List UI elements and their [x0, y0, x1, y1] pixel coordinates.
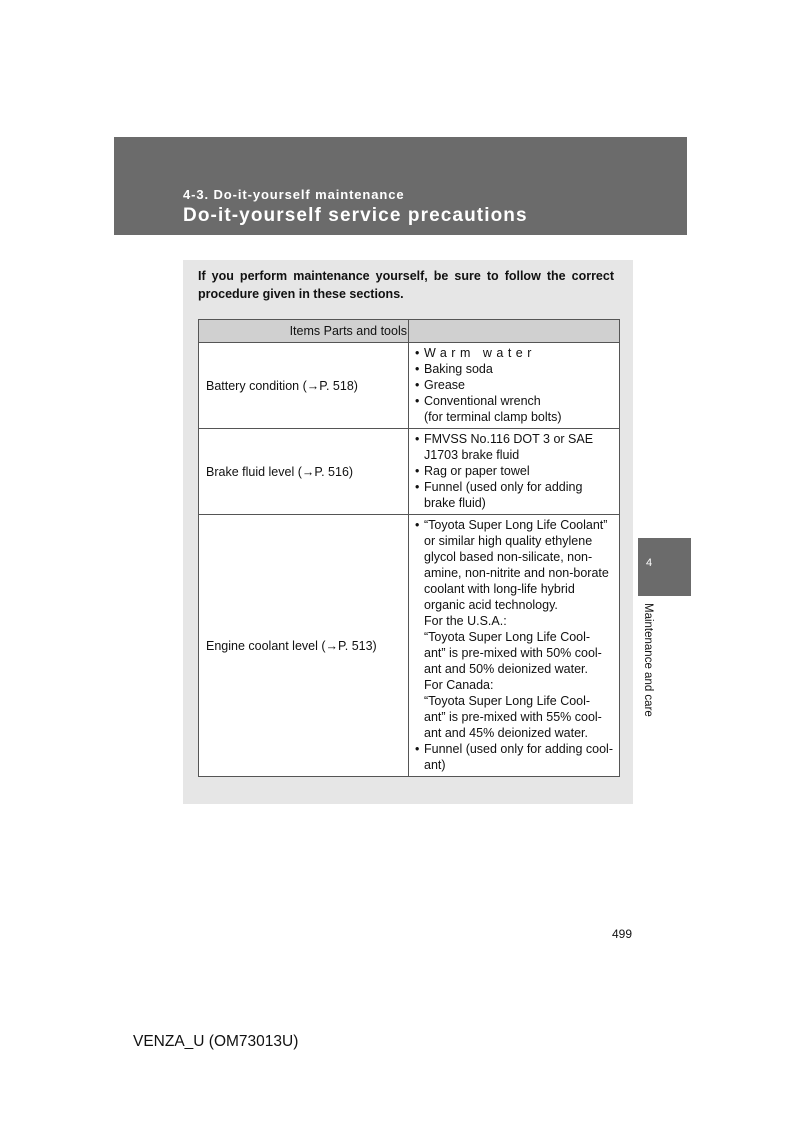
tool-item — [415, 361, 617, 377]
column-header-tools — [409, 320, 620, 343]
tool-list — [415, 431, 617, 511]
tool-item — [415, 741, 617, 773]
tool-item — [415, 377, 617, 393]
tool-line: ant” is pre-mixed with 55% cool- — [424, 710, 602, 724]
tool-item — [415, 431, 617, 463]
tool-item — [415, 393, 617, 425]
tools-cell — [409, 343, 620, 429]
chapter-number: 4 — [646, 557, 653, 569]
tool-line: • Warm water — [424, 346, 536, 360]
tool-item — [415, 345, 617, 361]
tool-line: ant and 45% deionized water. — [424, 726, 589, 740]
tool-line: • “Toyota Super Long Life Coolant” — [424, 518, 608, 532]
tool-line: glycol based non-silicate, non- — [424, 550, 593, 564]
tool-item — [415, 463, 617, 479]
section-label: 4-3. Do-it-yourself maintenance — [183, 187, 405, 202]
tool-line: • FMVSS No.116 DOT 3 or SAE — [424, 432, 594, 446]
document-code: VENZA_U (OM73013U) — [133, 1033, 299, 1050]
page-number: 499 — [612, 927, 633, 941]
tool-line: • Funnel (used only for adding — [424, 480, 583, 494]
tool-line: For Canada: — [424, 678, 494, 692]
tool-line: For the U.S.A.: — [424, 614, 507, 628]
tool-line: • Baking soda — [424, 362, 493, 376]
tool-line: “Toyota Super Long Life Cool- — [424, 694, 591, 708]
tool-line: amine, non-nitrite and non-borate — [424, 566, 609, 580]
tool-line: or similar high quality ethylene — [424, 534, 593, 548]
chapter-caption: Maintenance and care — [642, 603, 654, 717]
table-row — [199, 429, 620, 515]
header-band — [114, 137, 687, 235]
table-row — [199, 343, 620, 429]
tool-line: • Rag or paper towel — [424, 464, 530, 478]
tool-line: ant) — [424, 758, 446, 772]
tool-line: “Toyota Super Long Life Cool- — [424, 630, 591, 644]
tool-item — [415, 517, 617, 741]
tool-line: J1703 brake fluid — [424, 448, 520, 462]
item-cell: Battery condition (→P. 518) — [199, 343, 409, 429]
precautions-panel — [183, 260, 633, 804]
page-title: Do-it-yourself service precautions — [183, 205, 528, 226]
tool-list — [415, 517, 617, 773]
tool-item — [415, 479, 617, 511]
parts-tools-table — [198, 319, 620, 777]
tool-line: ant and 50% deionized water. — [424, 662, 589, 676]
column-header-items: Items Parts and tools — [199, 320, 409, 343]
item-cell: Engine coolant level (→P. 513) — [199, 515, 409, 777]
tool-line: coolant with long-life hybrid — [424, 582, 575, 596]
chapter-tab[interactable] — [638, 538, 691, 596]
tool-line: • Grease — [424, 378, 465, 392]
tool-line: • Funnel (used only for adding cool- — [424, 742, 614, 756]
item-cell: Brake fluid level (→P. 516) — [199, 429, 409, 515]
intro-text: If you perform maintenance yourself, be sure to follow the correct procedure given in these sections. — [198, 269, 614, 301]
tools-cell — [409, 429, 620, 515]
tool-line: (for terminal clamp bolts) — [424, 410, 562, 424]
tool-line: brake fluid) — [424, 496, 486, 510]
tools-cell — [409, 515, 620, 777]
tool-line: ant” is pre-mixed with 50% cool- — [424, 646, 602, 660]
table-row — [199, 515, 620, 777]
tool-line: organic acid technology. — [424, 598, 558, 612]
table-header-row — [199, 320, 620, 343]
tool-list — [415, 345, 617, 425]
tool-line: • Conventional wrench — [424, 394, 541, 408]
